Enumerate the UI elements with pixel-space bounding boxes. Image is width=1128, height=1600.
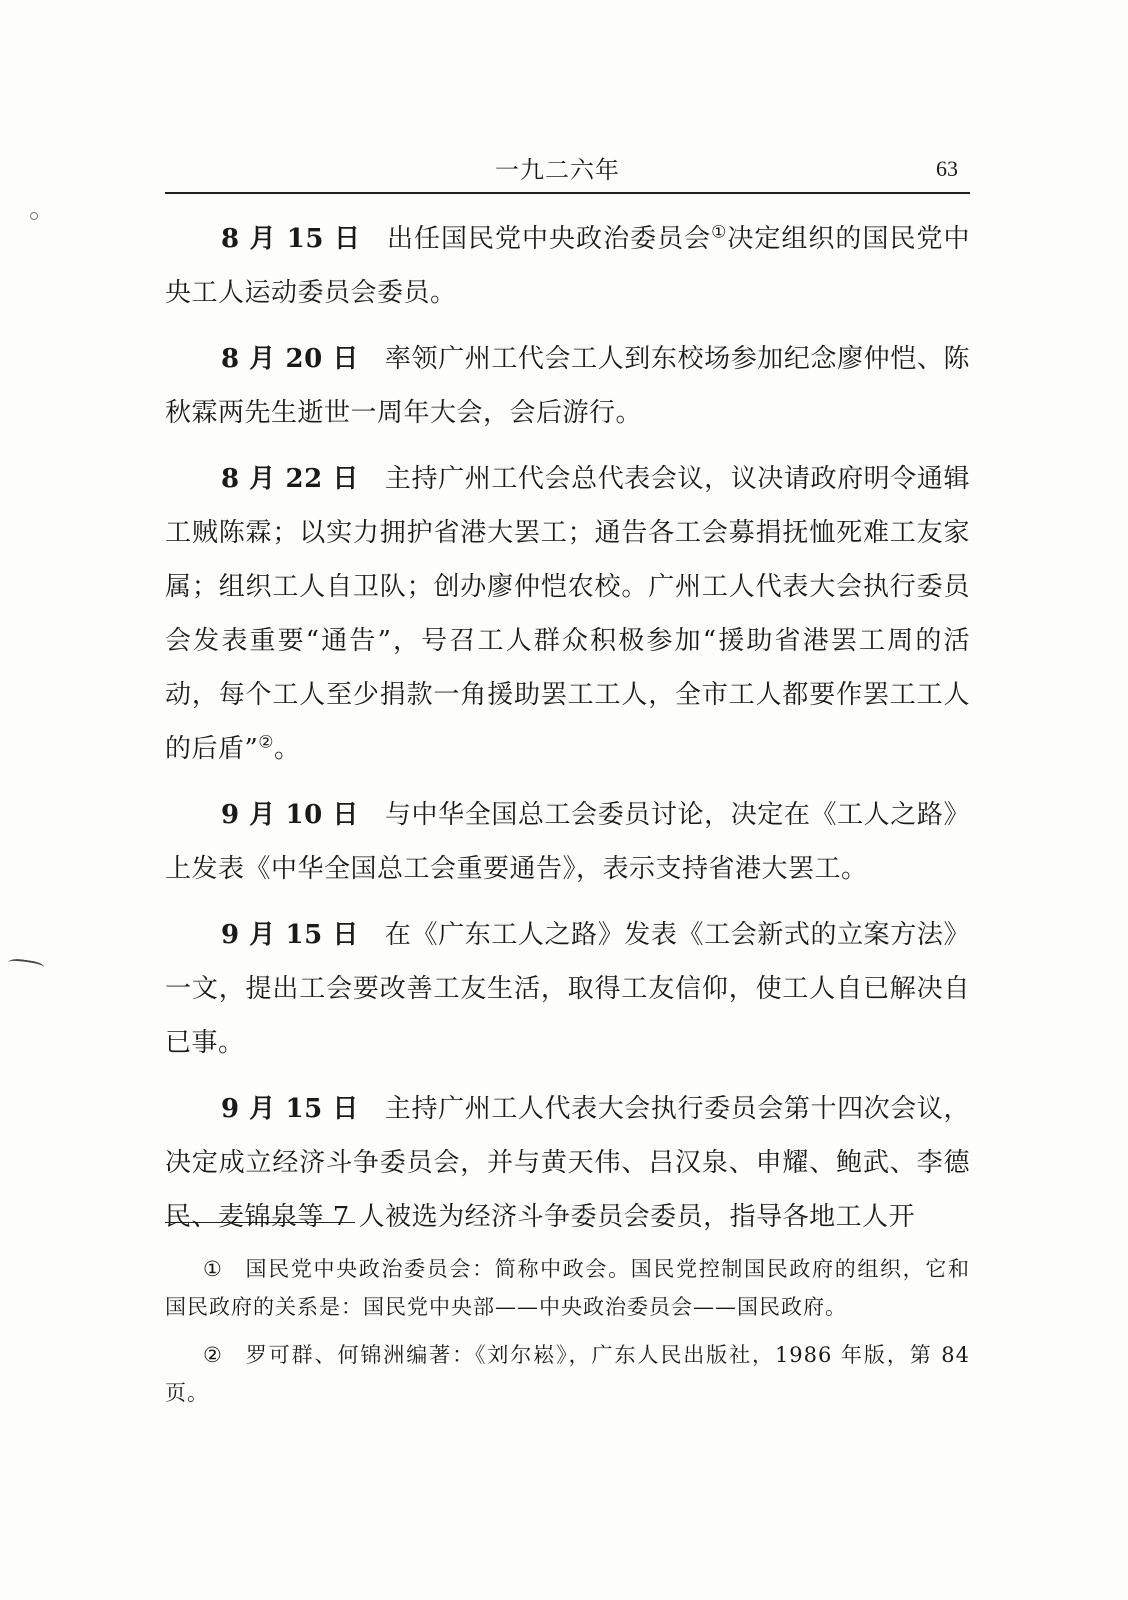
footnote-1 bbox=[165, 1250, 970, 1326]
footnotes bbox=[165, 1250, 970, 1422]
page-number: 63 bbox=[936, 156, 958, 181]
footnote-text: 国民党中央政治委员会：简称中政会。国民党控制国民政府的组织，它和国民政府的关系是：国民党中央部——中央政治委员会——国民政府。 bbox=[165, 1257, 971, 1319]
footnote-rule bbox=[165, 1222, 355, 1223]
running-title: 一九二六年 bbox=[495, 156, 620, 184]
page-header bbox=[165, 150, 970, 190]
entry-sep-10 bbox=[165, 788, 970, 896]
entry-aug-22 bbox=[165, 452, 970, 776]
entry-text: 率领广州工代会工人到东校场参加纪念廖仲恺、陈秋霖两先生逝世一周年大会，会后游行。 bbox=[165, 344, 970, 428]
entry-text: 与中华全国总工会委员讨论，决定在《工人之路》上发表《中华全国总工会重要通告》，表示支持省港大罢工。 bbox=[165, 800, 970, 884]
scan-speck bbox=[30, 212, 38, 220]
entry-date: 8 月 22 日 bbox=[221, 464, 359, 494]
entry-text: 出任国民党中央政治委员会 bbox=[386, 224, 712, 254]
entry-aug-15 bbox=[165, 212, 970, 320]
entry-text: 主持广州工人代表大会执行委员会第十四次会议，决定成立经济斗争委员会，并与黄天伟、吕汉泉、申耀、鲍武、李德民、麦锦泉等 7 人被选为经济斗争委员会委员，指导各地工人开 bbox=[165, 1094, 970, 1232]
entry-sep-15-article bbox=[165, 908, 970, 1070]
footnote-2 bbox=[165, 1336, 970, 1412]
scan-mark bbox=[7, 958, 44, 975]
header-rule bbox=[165, 192, 970, 194]
entry-date: 9 月 15 日 bbox=[221, 920, 359, 950]
entry-aug-20 bbox=[165, 332, 970, 440]
entry-text-continued: 决定组织的国民党中央工人运动委员会委员。 bbox=[165, 224, 970, 308]
chronology-body bbox=[165, 212, 970, 1256]
entry-text: 在《广东工人之路》发表《工会新式的立案方法》一文，提出工会要改善工友生活，取得工友信仰，使工人自已解决自已事。 bbox=[165, 920, 970, 1058]
entry-date: 9 月 10 日 bbox=[221, 800, 359, 830]
entry-text-continued: 。 bbox=[274, 734, 301, 764]
entry-date: 9 月 15 日 bbox=[221, 1094, 359, 1124]
footnote-text: 罗可群、何锦洲编著：《刘尔崧》，广东人民出版社，1986 年版，第 84 页。 bbox=[165, 1343, 971, 1405]
entry-text: 主持广州工代会总代表会议，议决请政府明令通辑工贼陈霖；以实力拥护省港大罢工；通告各工会募捐抚恤死难工友家属；组织工人自卫队；创办廖仲恺农校。广州工人代表大会执行委员会发表重要“通告”，号召工人群众积极参加“援助省港罢工周的活动，每个工人至少捐款一角援助罢工工人，全市工人都要作罢工工人的后盾” bbox=[165, 464, 970, 764]
entry-date: 8 月 15 日 bbox=[221, 224, 361, 254]
entry-sep-15-meeting bbox=[165, 1082, 970, 1244]
footnote-ref[interactable]: ② bbox=[258, 732, 275, 753]
footnote-mark: ② bbox=[203, 1343, 224, 1367]
entry-date: 8 月 20 日 bbox=[221, 344, 359, 374]
footnote-mark: ① bbox=[203, 1257, 224, 1281]
footnote-ref[interactable]: ① bbox=[711, 222, 728, 243]
